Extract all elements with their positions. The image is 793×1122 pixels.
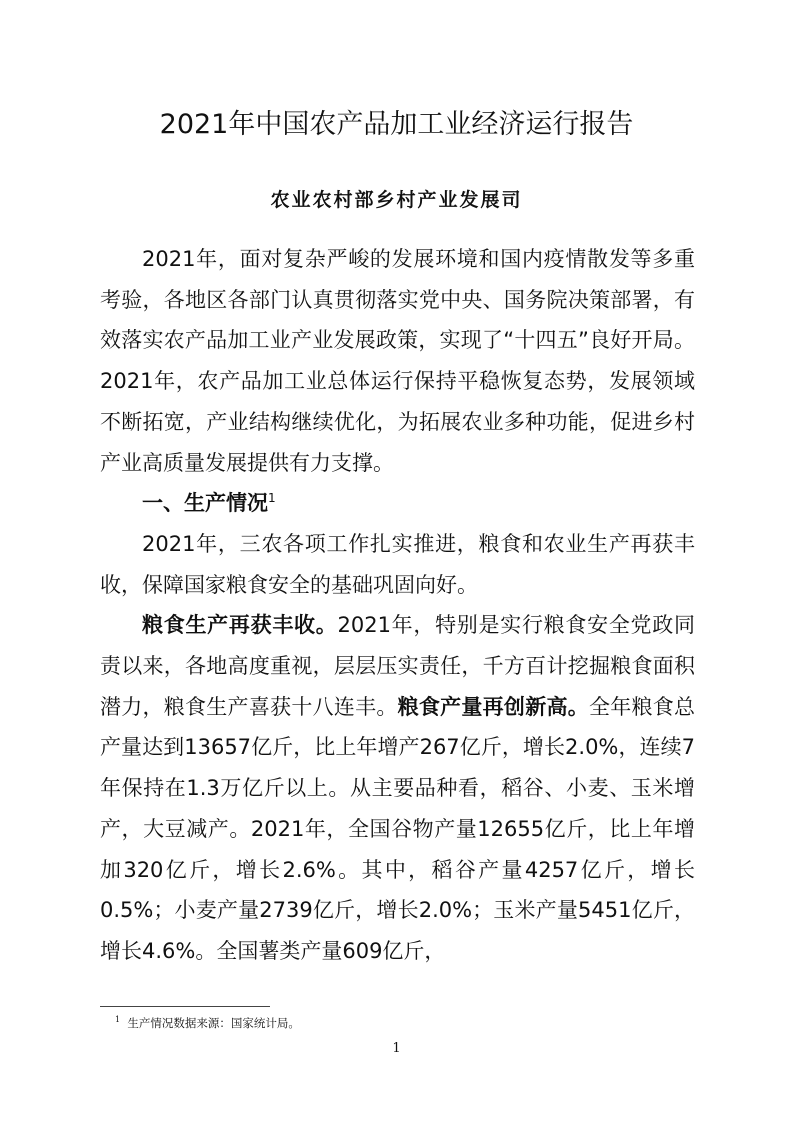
author-line: 农业农村部乡村产业发展司 bbox=[270, 189, 523, 211]
grain-text-a: 2021年，特别是实行粮食安全党政同责以来，各地高度重视，层层压实责任，千方百计挖掘粮食面积潜力，粮食生产喜获十八连丰。 bbox=[100, 613, 695, 719]
grain-text-b: 全年粮食总产量达到13657亿斤，比上年增产267亿斤，增长2.0%，连续7年保持在1.3万亿斤以上。从主要品种看，稻谷、小麦、玉米增产，大豆减产。2021年，全国谷物产量12655亿斤，比上年增加320亿斤，增长2.6%。其中，稻谷产量4257亿斤，增长0.5%；小麦产量2739亿斤，增长2.0%；玉米产量5451亿斤，增长4.6%。全国薯类产量609亿斤， bbox=[100, 694, 696, 963]
footnote-text: 生产情况数据来源：国家统计局。 bbox=[127, 1016, 300, 1030]
footnote-mark: 1 bbox=[115, 1015, 121, 1025]
grain-output-heading: 粮食产量再创新高。 bbox=[397, 694, 589, 719]
footnote-reference[interactable]: 1 bbox=[268, 491, 276, 506]
production-paragraph: 2021年，三农各项工作扎实推进，粮食和农业生产再获丰收，保障国家粮食安全的基础巩固向好。 bbox=[100, 531, 695, 597]
section-heading-text: 一、生产情况 bbox=[142, 491, 268, 516]
intro-paragraph: 2021年，面对复杂严峻的发展环境和国内疫情散发等多重考验，各地区各部门认真贯彻落实党中央、国务院决策部署，有效落实农产品加工业产业发展政策，实现了“十四五”良好开局。2021年，农产品加工业总体运行保持平稳恢复态势，发展领域不断拓宽，产业结构继续优化，为拓展农业多种功能，促进乡村产业高质量发展提供有力支撑。 bbox=[100, 247, 695, 475]
footnote bbox=[115, 1014, 300, 1032]
page-number: 1 bbox=[392, 1041, 401, 1056]
section-heading bbox=[100, 483, 695, 524]
body-text bbox=[100, 239, 695, 972]
grain-paragraph bbox=[100, 605, 695, 971]
report-title: 2021年中国农产品加工业经济运行报告 bbox=[159, 109, 634, 140]
footnote-divider bbox=[100, 1006, 270, 1007]
grain-lead-heading: 粮食生产再获丰收。 bbox=[142, 613, 338, 638]
